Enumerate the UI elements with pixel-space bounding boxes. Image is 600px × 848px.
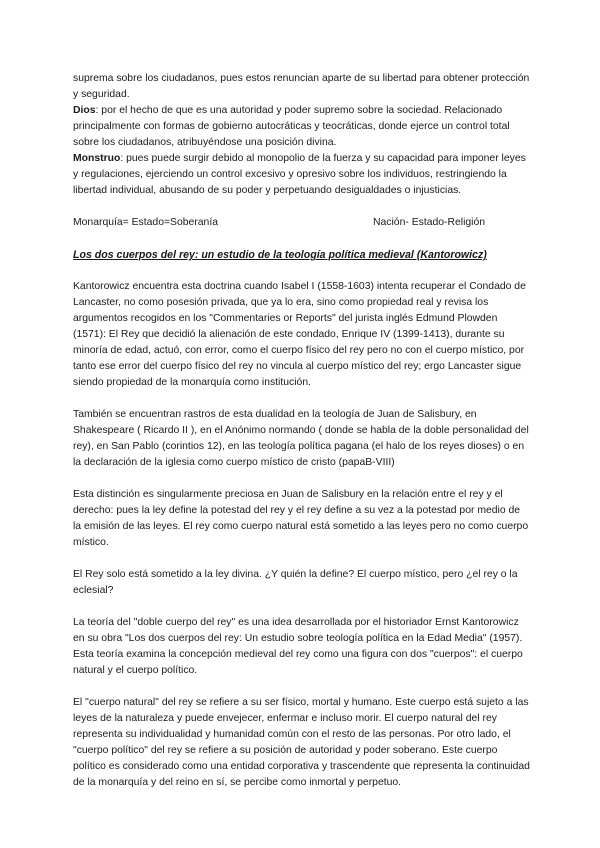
dios-paragraph [73, 103, 531, 151]
body-paragraph-5: La teoría del "doble cuerpo del rey" es una idea desarrollada por el historiador Ernst Kantorowicz en su obra "Los dos cuerpos del rey: Un estudio sobre teología política en la Edad Media" (1957). Esta teoría examina la concepción medieval del rey como una figura con dos "cuerpos": el cuerpo natural y el cuerpo político. [73, 617, 523, 676]
dios-term: Dios [73, 105, 96, 116]
equations-row [73, 215, 531, 231]
monstruo-term: Monstruo [73, 153, 121, 164]
body-paragraph-4: El Rey solo está sometido a la ley divina. ¿Y quién la define? El cuerpo místico, pero ¿el rey o la eclesial? [73, 569, 518, 596]
section-title: Los dos cuerpos del rey: un estudio de la teología política medieval (Kantorowicz) [73, 249, 487, 261]
body-paragraph-2: También se encuentran rastros de esta dualidad en la teología de Juan de Salisbury, en Shakespeare ( Ricardo II ), en el Anónimo normando ( donde se habla de la doble personalidad del rey), en San Pablo (corintios 12), en las teología política pagana (el halo de los reyes dioses) o en la declaración de la iglesia como cuerpo místico de cristo (papaB-VIII) [73, 409, 529, 468]
equation-left: Monarquía= Estado=Soberanía [73, 217, 218, 228]
equation-right: Nación- Estado-Religión [373, 217, 486, 228]
monstruo-paragraph [73, 151, 531, 199]
monstruo-text: : pues puede surgir debido al monopolio de la fuerza y su capacidad para imponer leyes y regulaciones, ejerciendo un control excesivo y opresivo sobre los individuos, restringiendo la libertad individual, abusando de su poder y perpetuando desigualdades o injusticias. [73, 153, 526, 196]
intro-paragraph: suprema sobre los ciudadanos, pues estos renuncian aparte de su libertad para obtener protección y seguridad. [73, 73, 530, 100]
body-paragraph-3: Esta distinción es singularmente preciosa en Juan de Salisbury en la relación entre el rey y el derecho: pues la ley define la potestad del rey y el rey define a su vez a la potestad por medio de la emisión de las leyes. El rey como cuerpo natural está sometido a las leyes pero no como cuerpo místico. [73, 489, 529, 548]
dios-text: : por el hecho de que es una autoridad y poder supremo sobre la sociedad. Relacionado principalmente con formas de gobierno autocráticas y teocráticas, donde ejerce un control total sobre los ciudadanos, atribuyéndose una posición divina. [73, 105, 510, 148]
body-paragraph-1: Kantorowicz encuentra esta doctrina cuando Isabel I (1558-1603) intenta recuperar el Condado de Lancaster, no como posesión privada, que ya lo era, sino como propiedad real y revisa los argumentos recogidos en los "Commentaries or Reports" del jurista inglés Edmund Plowden (1571): El Rey que decidió la alienación de este condado, Enrique IV (1399-1413), durante su minoría de edad, actuó, con error, como el cuerpo físico del rey pero no con el cuerpo místico, por tanto ese error del cuerpo físico del rey no vincula al cuerpo místico del rey; ergo Lancaster sigue siendo propiedad de la monarquía como institución. [73, 281, 526, 388]
document-page [73, 71, 531, 791]
body-paragraph-6: El "cuerpo natural" del rey se refiere a su ser físico, mortal y humano. Este cuerpo está sujeto a las leyes de la naturaleza y puede envejecer, enfermar e incluso morir. El cuerpo natural del rey representa su individualidad y humanidad común con el resto de las personas. Por otro lado, el "cuerpo político" del rey se refiere a su posición de autoridad y poder soberano. Este cuerpo político es considerado como una entidad corporativa y trascendente que representa la continuidad de la monarquía y del reino en sí, se percibe como inmortal y perpetuo. [73, 697, 530, 788]
